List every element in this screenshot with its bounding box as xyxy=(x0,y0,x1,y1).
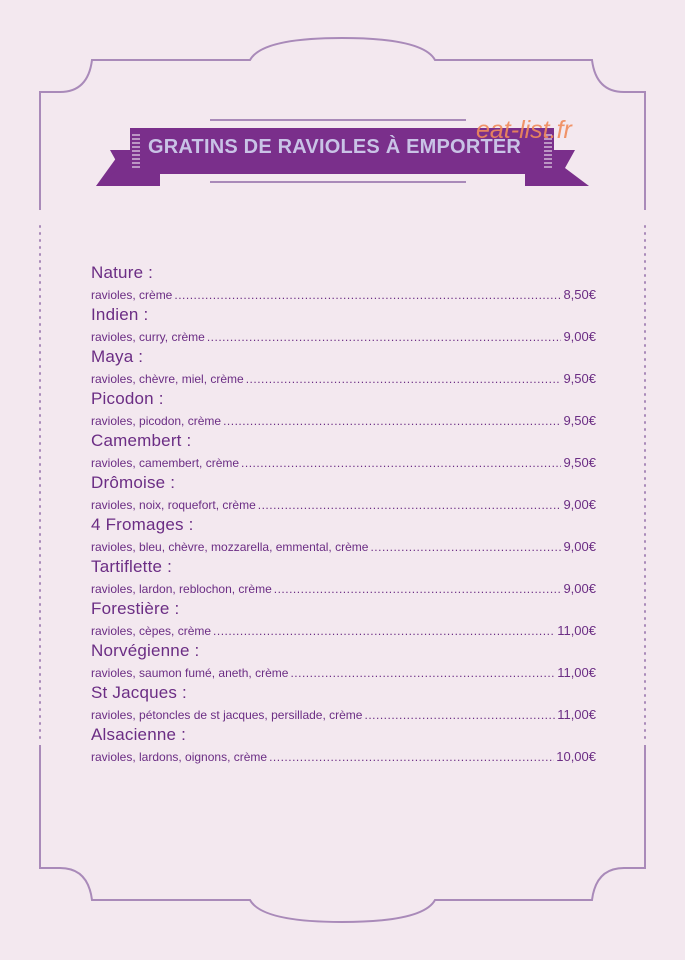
dotted-leader xyxy=(269,748,554,766)
menu-item-row xyxy=(91,286,596,304)
menu-item-price: 11,00€ xyxy=(557,623,596,638)
menu-item-name: St Jacques : xyxy=(91,683,187,702)
menu-item-row xyxy=(91,370,596,388)
menu-item-description: ravioles, camembert, crème xyxy=(91,456,240,470)
menu-item xyxy=(91,724,596,766)
menu-item-description: ravioles, bleu, chèvre, mozzarella, emmental, crème xyxy=(91,540,369,554)
menu-item xyxy=(91,514,596,556)
menu-item xyxy=(91,388,596,430)
menu-item-row xyxy=(91,538,596,556)
menu-item-name: Indien : xyxy=(91,305,149,324)
dotted-leader xyxy=(241,454,561,472)
menu-item-row xyxy=(91,622,596,640)
menu-item-row xyxy=(91,580,596,598)
menu-item-row xyxy=(91,706,596,724)
menu-item xyxy=(91,430,596,472)
menu-item-row xyxy=(91,496,596,514)
menu-item xyxy=(91,682,596,724)
menu-item-price: 9,00€ xyxy=(563,497,596,512)
menu-item-description: ravioles, pétoncles de st jacques, persillade, crème xyxy=(91,708,363,722)
dotted-leader xyxy=(213,622,555,640)
menu-item-price: 10,00€ xyxy=(556,749,596,764)
menu-item xyxy=(91,640,596,682)
menu-item-price: 8,50€ xyxy=(563,287,596,302)
menu-item-price: 9,00€ xyxy=(563,581,596,596)
menu-item xyxy=(91,556,596,598)
menu-item-name: Picodon : xyxy=(91,389,164,408)
dotted-leader xyxy=(223,412,561,430)
dotted-leader xyxy=(246,370,562,388)
watermark: eat-list.fr xyxy=(476,116,572,144)
menu-item-description: ravioles, saumon fumé, aneth, crème xyxy=(91,666,289,680)
menu-item xyxy=(91,472,596,514)
menu-item-row xyxy=(91,412,596,430)
menu-item-name: Maya : xyxy=(91,347,144,366)
menu-item-description: ravioles, lardons, oignons, crème xyxy=(91,750,268,764)
menu-item-price: 9,50€ xyxy=(563,455,596,470)
menu-item-name: Norvégienne : xyxy=(91,641,200,660)
menu-item-price: 9,50€ xyxy=(563,413,596,428)
menu-item-description: ravioles, crème xyxy=(91,288,173,302)
menu-item-name: 4 Fromages : xyxy=(91,515,194,534)
dotted-leader xyxy=(207,328,562,346)
menu-item-name: Forestière : xyxy=(91,599,180,618)
dotted-leader xyxy=(370,538,561,556)
menu-item-row xyxy=(91,328,596,346)
menu-item-description: ravioles, picodon, crème xyxy=(91,414,222,428)
menu-item-price: 11,00€ xyxy=(557,665,596,680)
menu-item-row xyxy=(91,664,596,682)
menu-item-name: Nature : xyxy=(91,263,154,282)
menu-item xyxy=(91,304,596,346)
menu-item-description: ravioles, noix, roquefort, crème xyxy=(91,498,256,512)
menu-item-price: 9,50€ xyxy=(563,371,596,386)
menu-item-name: Alsacienne : xyxy=(91,725,187,744)
menu-item xyxy=(91,598,596,640)
menu-item-description: ravioles, cèpes, crème xyxy=(91,624,212,638)
menu-item-name: Tartiflette : xyxy=(91,557,173,576)
menu-item-description: ravioles, lardon, reblochon, crème xyxy=(91,582,272,596)
menu-item-row xyxy=(91,748,596,766)
dotted-leader xyxy=(274,580,562,598)
menu-item-row xyxy=(91,454,596,472)
menu-item-name: Drômoise : xyxy=(91,473,176,492)
menu-item xyxy=(91,262,596,304)
menu-title: GRATINS DE RAVIOLES À EMPORTER xyxy=(148,136,522,158)
menu-item-description: ravioles, chèvre, miel, crème xyxy=(91,372,244,386)
dotted-leader xyxy=(364,706,555,724)
menu-item xyxy=(91,346,596,388)
dotted-leader xyxy=(290,664,555,682)
menu-item-price: 9,00€ xyxy=(563,539,596,554)
menu-item-price: 9,00€ xyxy=(563,329,596,344)
menu-item-price: 11,00€ xyxy=(557,707,596,722)
dotted-leader xyxy=(174,286,561,304)
menu-item-name: Camembert : xyxy=(91,431,192,450)
dotted-leader xyxy=(258,496,562,514)
menu-item-description: ravioles, curry, crème xyxy=(91,330,205,344)
menu-list xyxy=(91,262,596,766)
